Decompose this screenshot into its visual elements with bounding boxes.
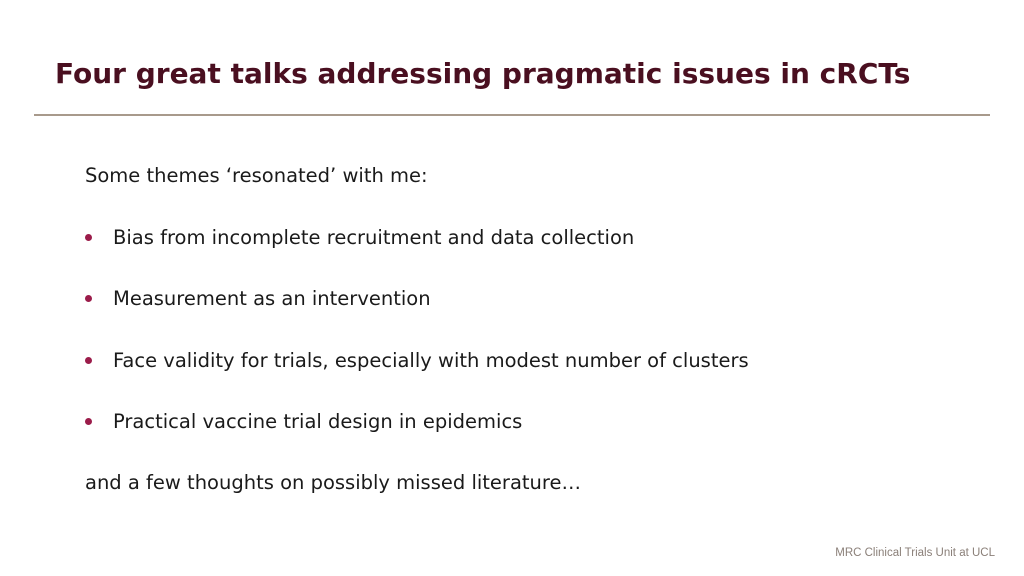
bullet-dot-icon — [85, 418, 92, 425]
bullet-text: Practical vaccine trial design in epidemics — [113, 410, 523, 433]
bullet-dot-icon — [85, 234, 92, 241]
bullet-text: Face validity for trials, especially with modest number of clusters — [113, 349, 749, 372]
outro-text: and a few thoughts on possibly missed literature… — [85, 471, 581, 494]
title-divider — [34, 114, 990, 116]
slide-title: Four great talks addressing pragmatic issues in cRCTs — [55, 57, 911, 90]
footer-organization: MRC Clinical Trials Unit at UCL — [835, 547, 995, 559]
bullet-text: Bias from incomplete recruitment and data collection — [113, 226, 635, 249]
bullet-dot-icon — [85, 295, 92, 302]
intro-text: Some themes ‘resonated’ with me: — [85, 164, 428, 187]
bullet-text: Measurement as an intervention — [113, 287, 431, 310]
bullet-dot-icon — [85, 357, 92, 364]
